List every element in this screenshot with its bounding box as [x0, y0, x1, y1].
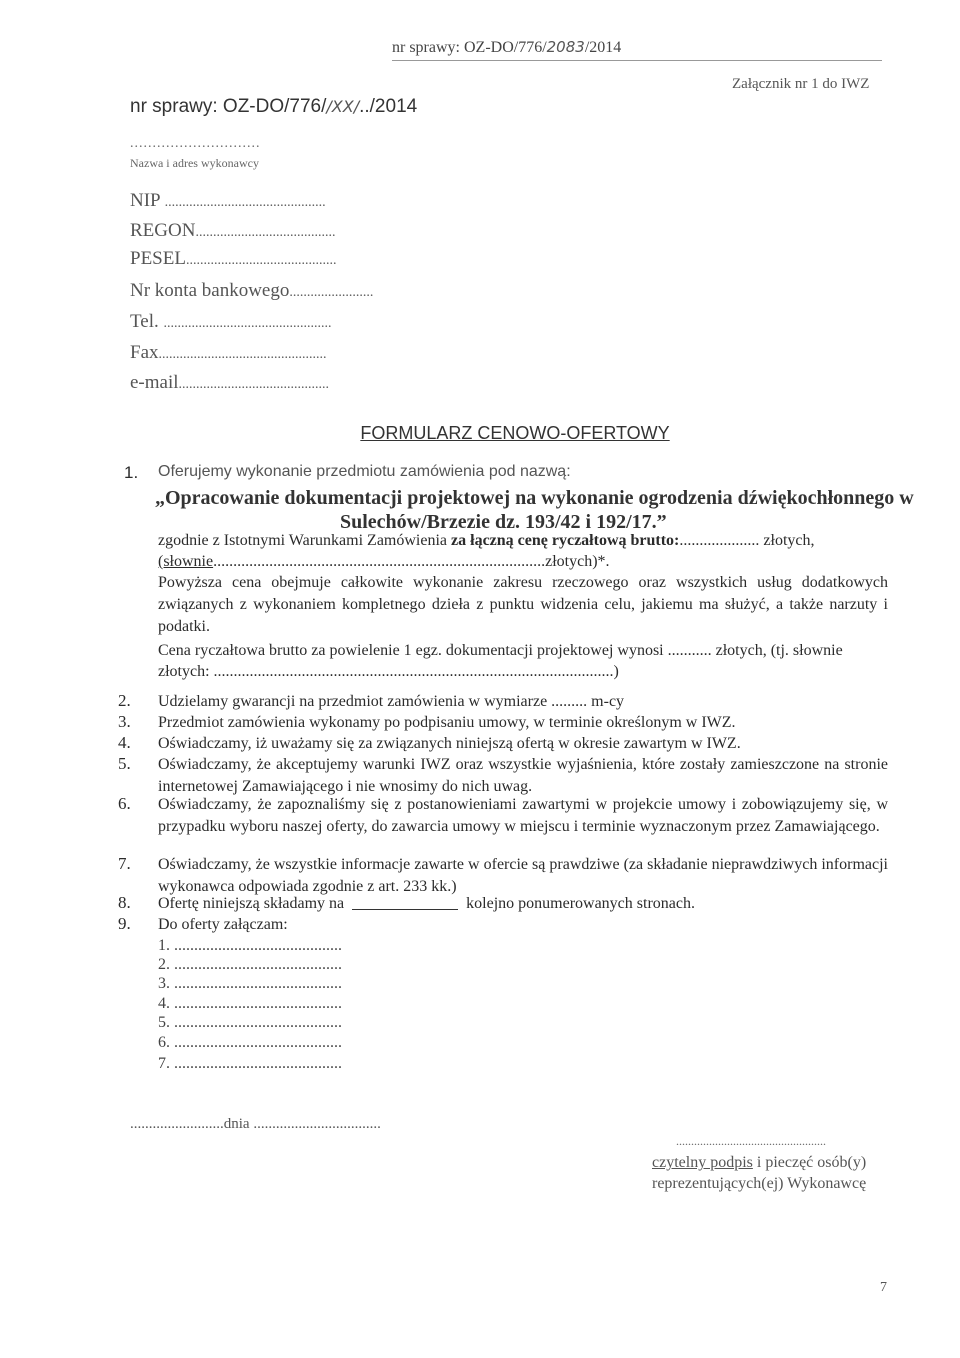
item-5: Oświadczamy, że akceptujemy warunki IWZ oraz wszystkie wyjaśnienia, które zostały zamieszczone na stronie internetowej Zamawiającego i nie wnosimy do nich uwag. [158, 756, 888, 795]
page-number: 7 [880, 1280, 887, 1295]
attachment-line: 5. .......................................... [158, 1014, 342, 1031]
case-number [130, 96, 417, 118]
signature-dots: .................................................. [676, 1134, 826, 1148]
attachment-line: 6. .......................................... [158, 1034, 342, 1051]
bank-account-field [130, 280, 373, 302]
item-number: 8. [118, 893, 131, 912]
field-label: REGON [130, 220, 196, 241]
field-dots: ........................ [289, 285, 374, 300]
handwritten-number: 2083 [546, 38, 585, 56]
field-label: Nr konta bankowego [130, 280, 290, 301]
field-label: PESEL [130, 248, 186, 269]
fax-field [130, 342, 327, 364]
item-number: 2. [118, 691, 131, 710]
words-label: (słownie [158, 553, 214, 570]
item-number: 3. [118, 712, 131, 731]
attachment-label: Załącznik nr 1 do IWZ [732, 76, 870, 92]
field-dots: ........................................ [195, 225, 336, 240]
phone-field [130, 311, 332, 333]
signature-caption-line-2: reprezentujących(ej) Wykonawcę [652, 1175, 867, 1192]
date-line: .........................dnia .................................. [130, 1116, 381, 1132]
field-dots: ................................................ [158, 347, 327, 362]
contractor-name-dots: ............................. [130, 136, 261, 151]
field-label: e-mail [130, 372, 179, 393]
attachment-line: 7. .......................................... [158, 1055, 342, 1072]
case-number-suffix: /2014 [584, 39, 622, 56]
copy-price-line-1: Cena ryczałtowa brutto za powielenie 1 egz. dokumentacji projektowej wynosi ........... złotych, (tj. słownie [158, 642, 843, 659]
attachment-line: 4. .......................................... [158, 995, 342, 1012]
case-number-main-prefix: nr sprawy: OZ-DO/776/ [130, 96, 327, 117]
item-1-intro: Oferujemy wykonanie przedmiotu zamówienia pod nazwą: [158, 463, 571, 480]
item-9: Do oferty załączam: [158, 916, 288, 933]
item-3: Przedmiot zamówienia wykonamy po podpisaniu umowy, w terminie określonym w IWZ. [158, 714, 736, 731]
field-label: Tel. [130, 311, 159, 332]
field-dots: .............................................. [164, 195, 326, 210]
item-8-pre: Ofertę niniejszą składamy na [158, 895, 345, 912]
email-field [130, 372, 329, 394]
item-number: 1. [124, 463, 139, 482]
field-label: Fax [130, 342, 159, 363]
nip-field [130, 190, 326, 212]
header-rule [392, 60, 882, 61]
item-4: Oświadczamy, iż uważamy się za związanych niniejszą ofertą w okresie zawartym w IWZ. [158, 735, 741, 752]
item-number: 5. [118, 754, 131, 773]
header-case-number-top [392, 38, 621, 57]
copy-price-line-2: złotych: ....................................................................................................) [158, 663, 619, 680]
order-title-line-1: „Opracowanie dokumentacji projektowej na wykonanie ogrodzenia dźwiękochłonnego w [155, 487, 914, 509]
attachment-line: 1. .......................................... [158, 937, 342, 954]
case-number-main-suffix: ../2014 [359, 96, 418, 117]
signature-caption-rest: i pieczęć osób(y) [752, 1154, 867, 1171]
pesel-field [130, 248, 336, 270]
item-number: 6. [118, 794, 131, 813]
price-in-words [158, 551, 888, 573]
item-number: 4. [118, 733, 131, 752]
form-title: FORMULARZ CENOWO-OFERTOWY [360, 423, 670, 443]
price-line [158, 530, 888, 552]
item-6: Oświadczamy, że zapoznaliśmy się z postanowieniami zawartymi w projekcie umowy i zobowiązujemy się, w przypadku wyboru naszej oferty, do zawarcia umowy w miejscu i terminie wyznaczonym przez Zamawiającego. [158, 796, 888, 835]
item-8 [158, 893, 888, 915]
item-number: 7. [118, 854, 131, 873]
signature-caption [652, 1154, 866, 1172]
price-line-post: .................... złotych, [679, 532, 815, 549]
contractor-name-label: Nazwa i adres wykonawcy [130, 156, 259, 170]
item-8-post: kolejno ponumerowanych stronach. [466, 895, 695, 912]
signature-caption-underlined: czytelny podpis [652, 1154, 753, 1171]
field-dots: ................................................ [163, 316, 332, 331]
words-dots: ...................................................................................złotych)*. [213, 553, 610, 570]
field-dots: ........................................... [185, 253, 337, 268]
handwritten-number-main: /XX/ [326, 97, 360, 116]
item-number: 9. [118, 914, 131, 933]
field-dots: ........................................... [178, 377, 330, 392]
page-count-blank [352, 909, 458, 910]
price-scope-paragraph: Powyższa cena obejmuje całkowite wykonanie zakresu rzeczowego oraz wszystkich usług dodatkowych związanych z wykonaniem kompletnego dzieła z punktu widzenia celu, jakiemu ma służyć, a także narzuty i podatki. [158, 574, 888, 635]
attachment-line: 2. .......................................... [158, 956, 342, 973]
price-line-bold: za łączną cenę ryczałtową brutto: [451, 532, 680, 549]
field-label: NIP [130, 190, 160, 211]
case-number-prefix: nr sprawy: OZ-DO/776/ [392, 39, 547, 56]
regon-field [130, 220, 335, 242]
attachment-line: 3. .......................................... [158, 975, 342, 992]
order-title-line-2: Sulechów/Brzezie dz. 193/42 i 192/17.” [340, 511, 667, 533]
price-line-pre: zgodnie z Istotnymi Warunkami Zamówienia [158, 532, 452, 549]
item-2: Udzielamy gwarancji na przedmiot zamówienia w wymiarze ......... m-cy [158, 693, 625, 710]
item-7: Oświadczamy, że wszystkie informacje zawarte w ofercie są prawdziwe (za składanie nieprawdziwych informacji wykonawca odpowiada zgodnie z art. 233 kk.) [158, 856, 888, 895]
